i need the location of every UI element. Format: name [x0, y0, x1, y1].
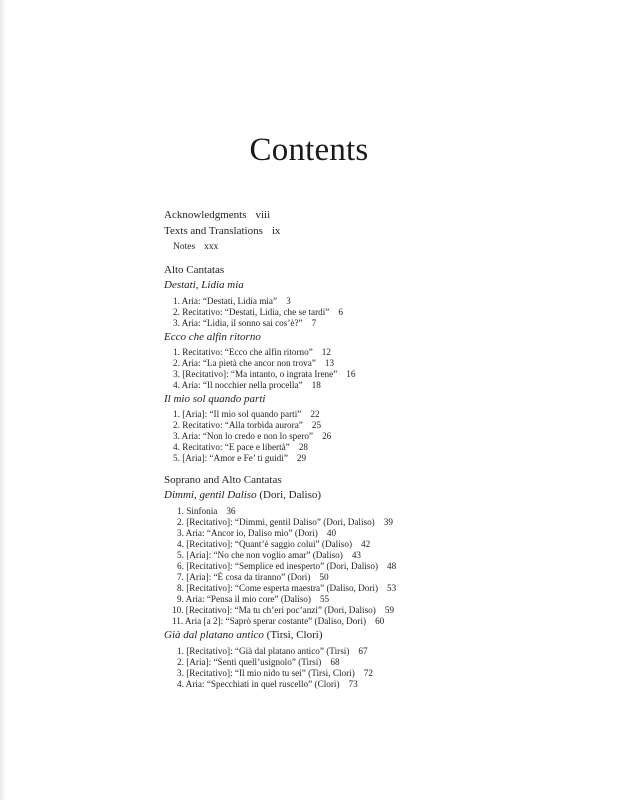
- page-number: 26: [322, 431, 332, 441]
- entry-text: 2. Recitativo: “Destati, Lidia, che se tardi”: [173, 307, 330, 317]
- page-number: 43: [351, 550, 362, 560]
- entry-text: 2. [Aria]: “Senti quell’usignolo” (Tirsi): [177, 657, 322, 667]
- entry-text: 3. [Recitativo]: “Ma intanto, o ingrata Irene”: [173, 369, 338, 379]
- entry-text: 3. Aria: “Lidia, il sonno sai cos’è?”: [173, 318, 303, 328]
- cantata-title: Il mio sol quando parti: [164, 393, 266, 405]
- entry-text: 4. Aria: “Specchiati in quel ruscello” (Clori): [177, 679, 340, 689]
- entry-text: 5. [Aria]: “No che non voglio amar” (Daliso): [177, 550, 343, 560]
- page-gutter-shadow: [0, 0, 6, 800]
- cantata-title: Dimmi, gentil Daliso: [164, 489, 257, 501]
- entry-text: 2. Recitativo: “Alla torbida aurora”: [173, 420, 303, 430]
- entry-text: 1. Aria: “Destati, Lidia mia”: [173, 296, 278, 306]
- page-number: 22: [310, 409, 320, 419]
- page-number: 25: [311, 420, 322, 430]
- entry-text: 4. Aria: “Il nocchier nella procella”: [173, 380, 303, 390]
- entry-text: 1. Sinfonia: [177, 506, 218, 516]
- page-number: 67: [358, 646, 368, 656]
- entry-text: 11. Aria [a 2]: “Saprò sperar costante” (Daliso, Dori): [172, 616, 367, 626]
- entry-text: 7. [Aria]: “È cosa da tiranno” (Dori): [177, 572, 311, 582]
- page-number: 55: [319, 594, 330, 604]
- page-number: 28: [298, 442, 309, 452]
- entry-text: 10. [Recitativo]: “Ma tu ch’eri poc’anzi” (Dori, Daliso): [172, 605, 376, 615]
- page-number: 18: [311, 380, 321, 390]
- page-number: 50: [319, 572, 329, 582]
- cantata-heading: [164, 489, 321, 502]
- page-number: 73: [348, 679, 358, 689]
- toc-entry[interactable]: [173, 452, 306, 465]
- toc-entry[interactable]: [173, 317, 316, 330]
- entry-text: Texts and Translations: [164, 225, 263, 237]
- cantata-title: Ecco che alfin ritorno: [164, 331, 261, 343]
- section-heading: Alto Cantatas: [164, 264, 225, 276]
- toc-entry-notes[interactable]: [173, 241, 218, 254]
- cantata-roles: (Dori, Daliso): [259, 489, 322, 501]
- entry-text: 1. [Aria]: “Il mio sol quando parti”: [173, 409, 302, 419]
- page-number: 6: [338, 307, 343, 317]
- entry-text: Notes: [173, 242, 196, 252]
- page-number: 42: [361, 539, 371, 549]
- entry-text: 3. Aria: “Non lo credo e non lo spero”: [173, 431, 314, 441]
- toc-entry-texts-translations[interactable]: [164, 225, 280, 238]
- page-number: 60: [375, 616, 385, 626]
- page-number: 36: [226, 506, 236, 516]
- toc-entry[interactable]: [173, 379, 321, 392]
- entry-text: 5. [Aria]: “Amor e Fe’ ti guidi”: [173, 453, 288, 463]
- page-number: ix: [271, 225, 281, 237]
- entry-text: Acknowledgments: [164, 209, 247, 221]
- entry-text: 4. Recitativo: “E pace e libertà”: [173, 442, 290, 452]
- page-number: 40: [326, 528, 337, 538]
- page-number: 13: [324, 358, 335, 368]
- page-title: Contents: [249, 132, 369, 168]
- page-number: 59: [384, 605, 395, 615]
- entry-text: 3. Aria: “Ancor io, Daliso mio” (Dori): [177, 528, 318, 538]
- cantata-title: Già dal platano antico: [164, 629, 264, 641]
- toc-entry[interactable]: [177, 678, 358, 691]
- page-number: 7: [311, 318, 317, 328]
- toc-entry-acknowledgments[interactable]: [164, 209, 270, 222]
- page-number: 29: [296, 453, 307, 463]
- entry-text: 1. [Recitativo]: “Già dal platano antico” (Tirsi): [177, 646, 350, 656]
- entry-text: 4. [Recitativo]: “Quant’è saggio colui” (Daliso): [177, 539, 353, 549]
- cantata-title: Destati, Lidia mia: [164, 279, 244, 291]
- cantata-heading: [164, 629, 323, 642]
- entry-text: 9. Aria: “Pensa il mio core” (Daliso): [177, 594, 311, 604]
- entry-text: 2. [Recitativo]: “Dimmi, gentil Daliso” (Dori, Daliso): [177, 517, 375, 527]
- page-number: viii: [255, 209, 271, 221]
- entry-text: 8. [Recitativo]: “Come esperta maestra” (Daliso, Dori): [177, 583, 379, 593]
- entry-text: 1. Recitativo: “Ecco che alfin ritorno”: [173, 347, 313, 357]
- page-number: 12: [321, 347, 331, 357]
- page-number: 48: [387, 561, 397, 571]
- page-number: xxx: [204, 242, 219, 252]
- entry-text: 6. [Recitativo]: “Semplice ed inesperto” (Dori, Daliso): [177, 561, 379, 571]
- toc-entry[interactable]: [172, 615, 384, 628]
- page-number: 72: [363, 668, 373, 678]
- section-heading: Soprano and Alto Cantatas: [164, 474, 282, 486]
- page-number: 16: [346, 369, 356, 379]
- page-number: 53: [387, 583, 397, 593]
- page-number: 39: [383, 517, 393, 527]
- page-number: 68: [330, 657, 340, 667]
- entry-text: 3. [Recitativo]: “Il mio nido tu sei” (Tirsi, Clori): [177, 668, 355, 678]
- entry-text: 2. Aria: “La pietà che ancor non trova”: [173, 358, 316, 368]
- page-number: 3: [286, 296, 291, 306]
- cantata-roles: (Tirsi, Clori): [266, 629, 323, 641]
